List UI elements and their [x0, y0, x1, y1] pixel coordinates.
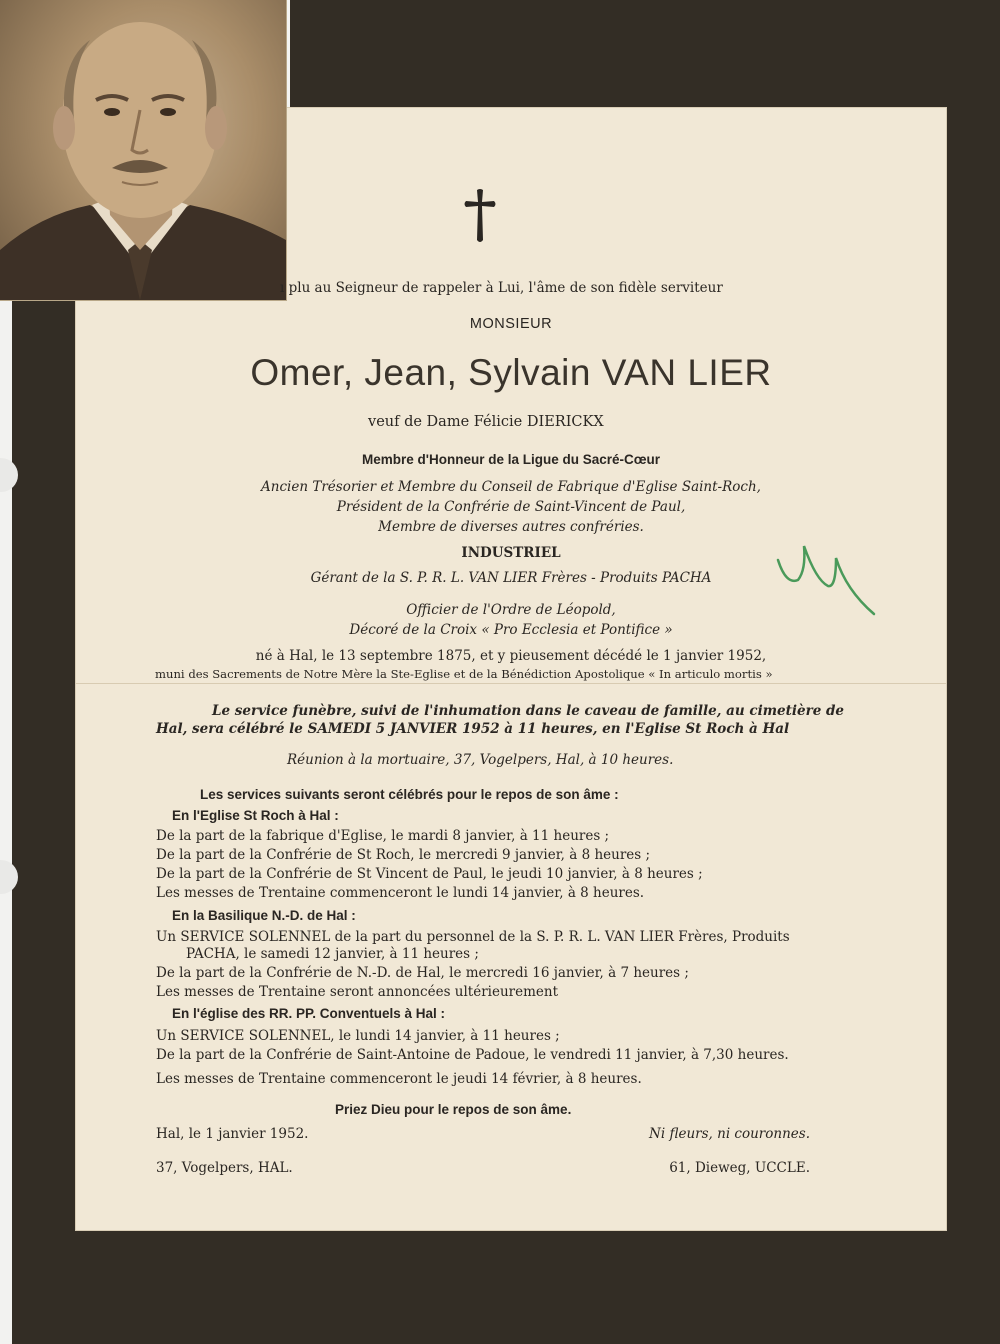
intro-line: ı plu au Seigneur de rappeler à Lui, l'âme de son fidèle serviteur [280, 280, 723, 296]
order-line-2: Décoré de la Croix « Pro Ecclesia et Pontifice » [349, 622, 673, 638]
deceased-name: Omer, Jean, Sylvain VAN LIER [250, 352, 772, 393]
address-right: 61, Dieweg, UCCLE. [669, 1160, 810, 1176]
latin-cross-icon [462, 188, 498, 244]
services-heading: Les services suivants seront célébrés pour le repos de son âme : [200, 787, 619, 802]
service-line: De la part de la fabrique d'Eglise, le mardi 8 janvier, à 11 heures ; [156, 828, 610, 844]
widower-line: veuf de Dame Félicie DIERICKX [368, 414, 604, 430]
service-group-title-1: En l'Eglise St Roch à Hal : [172, 808, 339, 823]
paper-fold [76, 683, 946, 684]
meeting-line: Réunion à la mortuaire, 37, Vogelpers, Hal, à 10 heures. [287, 752, 674, 768]
service-line: Les messes de Trentaine commenceront le lundi 14 janvier, à 8 heures. [156, 885, 645, 901]
service-group-title-2: En la Basilique N.-D. de Hal : [172, 908, 356, 923]
address-left: 37, Vogelpers, HAL. [156, 1160, 293, 1176]
role-line-1: Ancien Trésorier et Membre du Conseil de Fabrique d'Eglise Saint-Roch, [261, 479, 761, 495]
service-line: Les messes de Trentaine seront annoncées ultérieurement [156, 984, 559, 1000]
service-group-title-3: En l'église des RR. PP. Conventuels à Hal : [172, 1006, 446, 1021]
honorific: MONSIEUR [469, 316, 553, 332]
role-line-3: Membre de diverses autres confréries. [378, 519, 644, 535]
sacraments-line: muni des Sacrements de Notre Mère la Ste-Eglise et de la Bénédiction Apostolique « In articulo mortis » [155, 667, 773, 681]
no-flowers-line: Ni fleurs, ni couronnes. [649, 1126, 810, 1142]
funeral-line-1: Le service funèbre, suivi de l'inhumation dans le caveau de famille, au cimetière de [212, 703, 845, 719]
service-line: De la part de la Confrérie de Saint-Antoine de Padoue, le vendredi 11 janvier, à 7,30 heures. [156, 1047, 789, 1063]
funeral-line-2: Hal, sera célébré le SAMEDI 5 JANVIER 1952 à 11 heures, en l'Eglise St Roch à Hal [156, 721, 790, 737]
profession: INDUSTRIEL [461, 545, 561, 561]
service-line: De la part de la Confrérie de St Vincent de Paul, le jeudi 10 janvier, à 8 heures ; [156, 866, 703, 882]
role-line-2: Président de la Confrérie de Saint-Vincent de Paul, [336, 499, 686, 515]
service-line: Un SERVICE SOLENNEL de la part du personnel de la S. P. R. L. VAN LIER Frères, Produits [156, 929, 790, 945]
life-dates: né à Hal, le 13 septembre 1875, et y pieusement décédé le 1 janvier 1952, [255, 648, 767, 664]
portrait-photo [0, 0, 287, 301]
service-line: PACHA, le samedi 12 janvier, à 11 heures ; [186, 946, 479, 962]
place-date: Hal, le 1 janvier 1952. [156, 1126, 309, 1142]
order-line-1: Officier de l'Ordre de Léopold, [406, 602, 616, 618]
honor-title: Membre d'Honneur de la Ligue du Sacré-Cœur [362, 452, 660, 467]
service-line: Un SERVICE SOLENNEL, le lundi 14 janvier, à 11 heures ; [156, 1028, 560, 1044]
service-line: Les messes de Trentaine commenceront le jeudi 14 février, à 8 heures. [156, 1071, 642, 1087]
portrait-illustration [0, 0, 286, 300]
service-line: De la part de la Confrérie de St Roch, le mercredi 9 janvier, à 8 heures ; [156, 847, 651, 863]
company-line: Gérant de la S. P. R. L. VAN LIER Frères - Produits PACHA [310, 570, 712, 586]
service-line: De la part de la Confrérie de N.-D. de Hal, le mercredi 16 janvier, à 7 heures ; [156, 965, 689, 981]
prayer-line: Priez Dieu pour le repos de son âme. [335, 1102, 572, 1117]
